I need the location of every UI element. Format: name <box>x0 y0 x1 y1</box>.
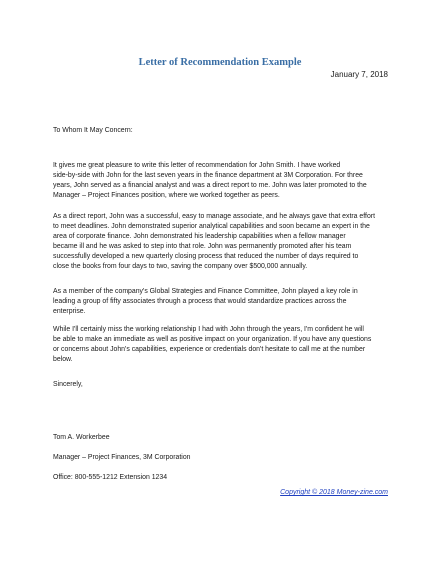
paragraph-2 <box>53 212 393 272</box>
paragraph-line: be able to make an immediate as well as positive impact on your organization. If you have any questions <box>53 336 372 343</box>
paragraph-line: became ill and he was asked to step into that role. John was permanently promoted after his team <box>53 243 352 250</box>
paragraph-line: area of corporate finance. John demonstrated his leadership capabilities when a fellow manager <box>53 233 346 240</box>
copyright-link[interactable]: Copyright © 2018 Money-zine.com <box>280 489 388 496</box>
paragraph-3 <box>53 287 393 317</box>
signature-office: Office: 800-555-1212 Extension 1234 <box>53 474 168 481</box>
paragraph-line: close the books from four days to two, saving the company over $500,000 annually. <box>53 263 308 270</box>
paragraph-line: As a member of the company's Global Strategies and Finance Committee, John played a key role in <box>53 288 358 295</box>
letter-date: January 7, 2018 <box>330 70 388 79</box>
document-title: Letter of Recommendation Example <box>138 57 302 68</box>
paragraph-line: to meet deadlines. John demonstrated superior analytical capabilities and soon became an expert in the <box>53 223 370 230</box>
paragraph-line: While I'll certainly miss the working relationship I had with John through the years, I'm confident he will <box>53 326 364 333</box>
paragraph-line: below. <box>53 356 73 363</box>
paragraph-line: successfully developed a new quarterly closing process that reduced the number of days required to <box>53 253 359 260</box>
signature-name: Tom A. Workerbee <box>53 434 110 441</box>
paragraph-line: side-by-side with John for the last seven years in the finance department at 3M Corporation. For three <box>53 172 363 179</box>
paragraph-line: or concerns about John's capabilities, experience or credentials don't hesitate to call me at the number <box>53 346 366 353</box>
paragraph-line: enterprise. <box>53 308 86 315</box>
salutation: To Whom It May Concern: <box>53 127 133 134</box>
paragraph-line: Manager – Project Finances position, where we worked together as peers. <box>53 192 280 199</box>
paragraph-line: It gives me great pleasure to write this letter of recommendation for John Smith. I have worked <box>53 162 341 169</box>
paragraph-1 <box>53 161 393 201</box>
paragraph-4 <box>53 325 393 365</box>
signature-title: Manager – Project Finances, 3M Corporation <box>53 454 191 461</box>
paragraph-line: As a direct report, John was a successful, easy to manage associate, and he always gave that extra effort <box>53 213 375 220</box>
paragraph-line: years, John served as a financial analyst and was a direct report to me. John was later promoted to the <box>53 182 367 189</box>
closing: Sincerely, <box>53 381 83 388</box>
paragraph-line: leading a group of fifty associates through a process that would standardize practices across the <box>53 298 347 305</box>
